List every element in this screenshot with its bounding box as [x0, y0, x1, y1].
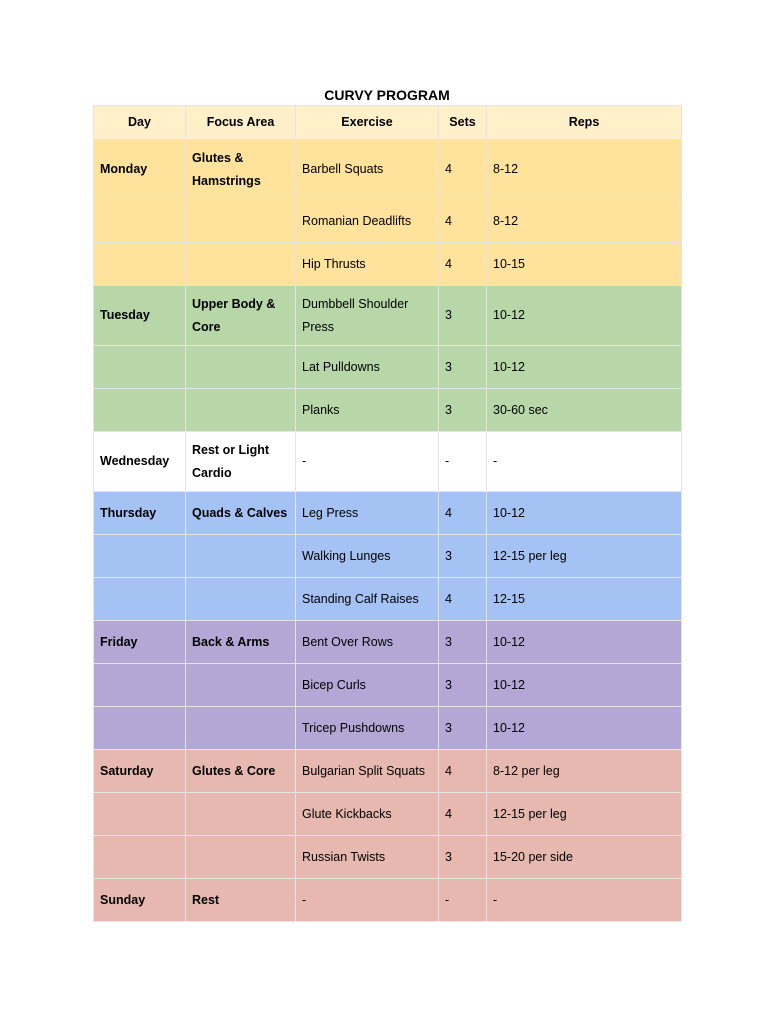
cell-sets: 4	[439, 793, 487, 836]
cell-sets: 4	[439, 200, 487, 243]
cell-reps: 15-20 per side	[487, 836, 682, 879]
cell-reps: 10-12	[487, 664, 682, 707]
column-header-reps: Reps	[487, 106, 682, 140]
cell-focus-area	[186, 389, 296, 432]
cell-day	[94, 389, 186, 432]
cell-sets: 3	[439, 346, 487, 389]
cell-day	[94, 707, 186, 750]
cell-focus-area	[186, 535, 296, 578]
cell-exercise: Bent Over Rows	[296, 621, 439, 664]
cell-sets: 3	[439, 836, 487, 879]
cell-exercise: Dumbbell Shoulder Press	[296, 286, 439, 346]
cell-exercise: Leg Press	[296, 492, 439, 535]
cell-day: Wednesday	[94, 432, 186, 492]
cell-reps: 12-15 per leg	[487, 535, 682, 578]
cell-sets: 3	[439, 707, 487, 750]
cell-reps: 10-12	[487, 346, 682, 389]
cell-day: Saturday	[94, 750, 186, 793]
table-header	[94, 106, 682, 140]
cell-day: Thursday	[94, 492, 186, 535]
cell-sets: 3	[439, 286, 487, 346]
table-body	[94, 140, 682, 922]
table-row	[94, 793, 682, 836]
table-row	[94, 879, 682, 922]
program-table	[93, 105, 682, 922]
cell-sets: 4	[439, 243, 487, 286]
cell-sets: -	[439, 432, 487, 492]
cell-day: Sunday	[94, 879, 186, 922]
cell-sets: 4	[439, 140, 487, 200]
cell-exercise: Tricep Pushdowns	[296, 707, 439, 750]
table-row	[94, 140, 682, 200]
cell-day	[94, 200, 186, 243]
cell-sets: 3	[439, 621, 487, 664]
cell-exercise: Walking Lunges	[296, 535, 439, 578]
cell-exercise: Barbell Squats	[296, 140, 439, 200]
cell-reps: 30-60 sec	[487, 389, 682, 432]
cell-focus-area: Rest or Light Cardio	[186, 432, 296, 492]
cell-focus-area: Quads & Calves	[186, 492, 296, 535]
cell-reps: 8-12 per leg	[487, 750, 682, 793]
cell-exercise: Romanian Deadlifts	[296, 200, 439, 243]
cell-exercise: Lat Pulldowns	[296, 346, 439, 389]
cell-sets: 3	[439, 535, 487, 578]
column-header-focus-area: Focus Area	[186, 106, 296, 140]
table-row	[94, 664, 682, 707]
column-header-sets: Sets	[439, 106, 487, 140]
header-row	[94, 106, 682, 140]
table-row	[94, 836, 682, 879]
cell-exercise: Bicep Curls	[296, 664, 439, 707]
cell-focus-area	[186, 836, 296, 879]
cell-reps: -	[487, 879, 682, 922]
cell-focus-area	[186, 707, 296, 750]
cell-reps: 12-15 per leg	[487, 793, 682, 836]
cell-reps: 10-12	[487, 621, 682, 664]
table-row	[94, 621, 682, 664]
cell-sets: 4	[439, 578, 487, 621]
page-title: CURVY PROGRAM	[324, 87, 450, 103]
table-row	[94, 492, 682, 535]
table-row	[94, 346, 682, 389]
cell-focus-area	[186, 578, 296, 621]
table-row	[94, 750, 682, 793]
table-row	[94, 389, 682, 432]
cell-focus-area	[186, 664, 296, 707]
cell-reps: 10-12	[487, 492, 682, 535]
table-row	[94, 243, 682, 286]
cell-focus-area: Back & Arms	[186, 621, 296, 664]
cell-day	[94, 243, 186, 286]
column-header-day: Day	[94, 106, 186, 140]
cell-focus-area	[186, 200, 296, 243]
table-row	[94, 286, 682, 346]
cell-focus-area: Upper Body & Core	[186, 286, 296, 346]
cell-reps: 8-12	[487, 140, 682, 200]
cell-focus-area	[186, 346, 296, 389]
cell-exercise: Standing Calf Raises	[296, 578, 439, 621]
cell-reps: 10-12	[487, 286, 682, 346]
cell-day	[94, 578, 186, 621]
cell-exercise: -	[296, 879, 439, 922]
cell-sets: 3	[439, 389, 487, 432]
cell-exercise: Glute Kickbacks	[296, 793, 439, 836]
column-header-exercise: Exercise	[296, 106, 439, 140]
cell-day: Tuesday	[94, 286, 186, 346]
cell-focus-area: Glutes & Hamstrings	[186, 140, 296, 200]
cell-exercise: Bulgarian Split Squats	[296, 750, 439, 793]
cell-exercise: Russian Twists	[296, 836, 439, 879]
cell-reps: 12-15	[487, 578, 682, 621]
cell-focus-area	[186, 793, 296, 836]
cell-focus-area	[186, 243, 296, 286]
cell-focus-area: Rest	[186, 879, 296, 922]
cell-reps: 10-12	[487, 707, 682, 750]
cell-exercise: -	[296, 432, 439, 492]
cell-day	[94, 346, 186, 389]
cell-exercise: Hip Thrusts	[296, 243, 439, 286]
table-row	[94, 200, 682, 243]
cell-exercise: Planks	[296, 389, 439, 432]
cell-sets: 3	[439, 664, 487, 707]
cell-day	[94, 664, 186, 707]
table-row	[94, 578, 682, 621]
cell-sets: -	[439, 879, 487, 922]
cell-day: Friday	[94, 621, 186, 664]
cell-day	[94, 535, 186, 578]
cell-sets: 4	[439, 492, 487, 535]
table-row	[94, 432, 682, 492]
cell-reps: -	[487, 432, 682, 492]
cell-sets: 4	[439, 750, 487, 793]
cell-focus-area: Glutes & Core	[186, 750, 296, 793]
cell-day	[94, 836, 186, 879]
cell-reps: 8-12	[487, 200, 682, 243]
cell-reps: 10-15	[487, 243, 682, 286]
cell-day	[94, 793, 186, 836]
cell-day: Monday	[94, 140, 186, 200]
table-row	[94, 535, 682, 578]
table-row	[94, 707, 682, 750]
